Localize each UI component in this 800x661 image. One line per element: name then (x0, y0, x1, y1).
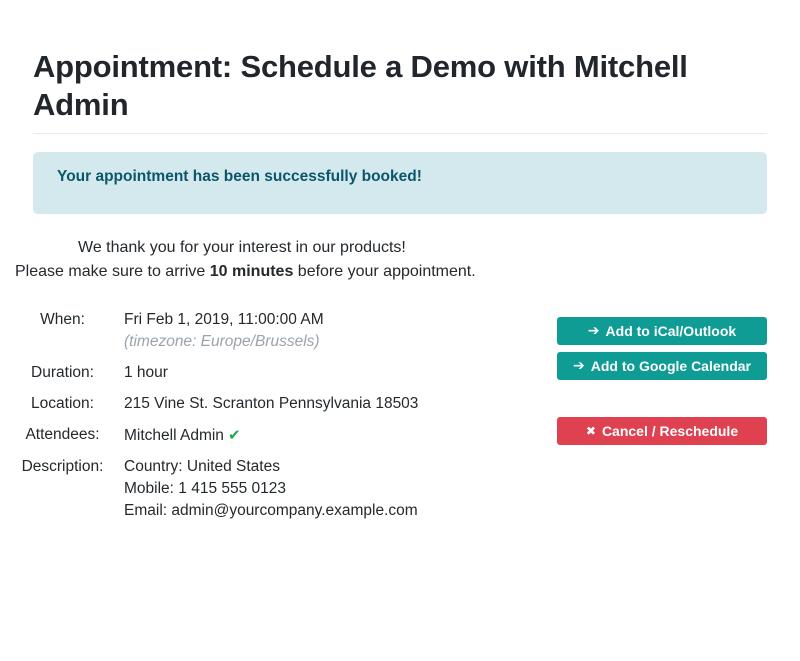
duration-row (15, 357, 557, 388)
when-value: Fri Feb 1, 2019, 11:00:00 AM (124, 310, 324, 328)
location-value: 215 Vine St. Scranton Pennsylvania 18503 (124, 394, 419, 412)
intro-message (15, 236, 767, 284)
cancel-reschedule-label: Cancel / Reschedule (601, 423, 739, 439)
close-icon: ✖ (585, 424, 596, 438)
appointment-details-table (15, 304, 557, 526)
add-ical-outlook-button[interactable] (557, 317, 767, 345)
arrow-right-icon: ➔ (587, 323, 600, 339)
description-label: Description: (21, 457, 104, 475)
arrow-right-icon: ➔ (573, 358, 585, 374)
arrival-text-prefix: Please make sure to arrive (15, 263, 210, 280)
cancel-reschedule-button[interactable] (557, 417, 767, 445)
timezone-note: (timezone: Europe/Brussels) (124, 332, 320, 350)
when-row (15, 304, 557, 357)
duration-label: Duration: (31, 363, 94, 381)
description-mobile: Mobile: 1 415 555 0123 (124, 479, 287, 497)
description-row (15, 451, 557, 526)
details-and-actions (21, 304, 767, 526)
add-google-calendar-button[interactable] (557, 352, 767, 380)
description-country: Country: United States (124, 457, 280, 475)
attendees-label: Attendees: (25, 425, 100, 443)
appointment-confirmation-page (0, 48, 800, 661)
arrival-text-suffix: before your appointment. (293, 263, 476, 280)
duration-value: 1 hour (124, 363, 168, 381)
location-label: Location: (31, 394, 94, 412)
intro-thanks-line: We thank you for your interest in our products! (78, 239, 406, 256)
calendar-actions (557, 317, 767, 445)
check-icon: ✔ (227, 425, 241, 444)
add-ical-outlook-label: Add to iCal/Outlook (605, 323, 737, 339)
arrival-minutes: 10 minutes (209, 263, 294, 280)
success-alert (33, 152, 767, 214)
add-google-calendar-label: Add to Google Calendar (590, 358, 751, 374)
description-value (110, 451, 557, 526)
location-row (15, 388, 557, 419)
description-email: Email: admin@yourcompany.example.com (124, 501, 418, 519)
intro-arrival-line (15, 260, 767, 284)
page-title: Appointment: Schedule a Demo with Mitchell Admin (33, 49, 688, 122)
attendee-name: Mitchell Admin (124, 426, 224, 444)
success-alert-message: Your appointment has been successfully booked! (57, 168, 422, 185)
title-divider (33, 133, 767, 134)
attendees-row (15, 419, 557, 451)
when-label: When: (40, 310, 85, 328)
